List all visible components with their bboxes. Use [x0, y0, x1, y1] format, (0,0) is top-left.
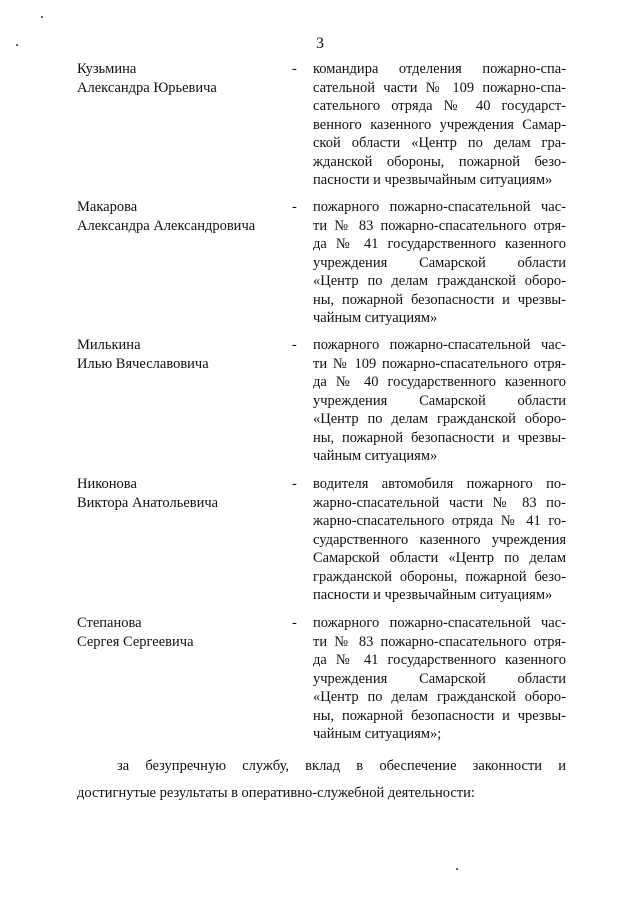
description-line: учреждения Самарской области: [313, 254, 566, 271]
separator-dash: -: [292, 337, 297, 353]
description-line: Самарской области «Центр по делам: [313, 550, 566, 566]
description-line: сударственного казенного учреждения: [313, 531, 566, 548]
description-line: «Центр по делам гражданской оборо-: [313, 689, 566, 705]
description-line: да № 41 государственного казенного: [313, 236, 566, 252]
position-description: [313, 60, 566, 190]
description-line: учреждения Самарской области: [313, 670, 566, 687]
position-description: [313, 614, 566, 744]
page-number: 3: [316, 35, 324, 52]
description-line: водителя автомобиля пожарного по-: [313, 476, 566, 492]
person-surname: Степанова: [77, 615, 142, 631]
description-line: ти № 109 пожарно-спасательного отря-: [313, 355, 566, 372]
description-line: гражданской обороны, пожарной безо-: [313, 568, 566, 585]
description-line: ны, пожарной безопасности и чрезвы-: [313, 707, 566, 724]
position-description: [313, 475, 566, 605]
scan-speck: [16, 44, 18, 46]
person-given-names: Илью Вячеславовича: [77, 355, 209, 372]
scan-speck: [456, 868, 458, 870]
person-surname: Никонова: [77, 476, 137, 492]
award-reason-line: достигнутые результаты в оперативно-служебной деятельности:: [77, 785, 475, 801]
description-line: венного казенного учреждения Самар-: [313, 116, 566, 133]
description-line: ской области «Центр по делам гра-: [313, 135, 566, 151]
description-line: «Центр по делам гражданской оборо-: [313, 411, 566, 427]
person-name: [77, 198, 287, 235]
description-line: сательного отряда № 40 государст-: [313, 98, 566, 114]
person-surname: Милькина: [77, 337, 141, 353]
description-line: пожарного пожарно-спасательной час-: [313, 337, 566, 353]
separator-dash: -: [292, 61, 297, 77]
description-line: жарно-спасательной части № 83 по-: [313, 494, 566, 511]
scan-speck: [41, 16, 43, 18]
description-line: «Центр по делам гражданской оборо-: [313, 273, 566, 289]
description-line: ны, пожарной безопасности и чрезвы-: [313, 429, 566, 446]
separator-dash: -: [292, 199, 297, 215]
description-line: пожарного пожарно-спасательной час-: [313, 199, 566, 215]
position-description: [313, 336, 566, 466]
description-line: пасности и чрезвычайным ситуациям»: [313, 172, 553, 188]
person-surname: Макарова: [77, 199, 138, 215]
description-line: пасности и чрезвычайным ситуациям»: [313, 587, 553, 603]
description-line: чайным ситуациям»: [313, 310, 438, 326]
description-line: да № 41 государственного казенного: [313, 652, 566, 668]
description-line: да № 40 государственного казенного: [313, 374, 566, 390]
position-description: [313, 198, 566, 328]
person-name: [77, 336, 287, 373]
description-line: пожарного пожарно-спасательной час-: [313, 615, 566, 631]
description-line: ти № 83 пожарно-спасательного отря-: [313, 633, 566, 650]
person-surname: Кузьмина: [77, 61, 137, 77]
description-line: командира отделения пожарно-спа-: [313, 61, 566, 77]
person-given-names: Виктора Анатольевича: [77, 494, 219, 511]
description-line: жарно-спасательного отряда № 41 го-: [313, 513, 566, 529]
description-line: чайным ситуациям»: [313, 448, 438, 464]
award-reason-line: за безупречную службу, вклад в обеспечение законности и: [117, 758, 566, 774]
person-name: [77, 614, 287, 651]
person-name: [77, 60, 287, 97]
person-given-names: Александра Александровича: [77, 217, 256, 234]
description-line: жданской обороны, пожарной безо-: [313, 153, 566, 170]
description-line: учреждения Самарской области: [313, 392, 566, 409]
person-given-names: Сергея Сергеевича: [77, 633, 194, 650]
person-given-names: Александра Юрьевича: [77, 79, 217, 96]
person-name: [77, 475, 287, 512]
description-line: сательной части № 109 пожарно-спа-: [313, 79, 566, 96]
description-line: ти № 83 пожарно-спасательного отря-: [313, 217, 566, 234]
separator-dash: -: [292, 476, 297, 492]
description-line: ны, пожарной безопасности и чрезвы-: [313, 291, 566, 308]
description-line: чайным ситуациям»;: [313, 726, 442, 742]
separator-dash: -: [292, 615, 297, 631]
